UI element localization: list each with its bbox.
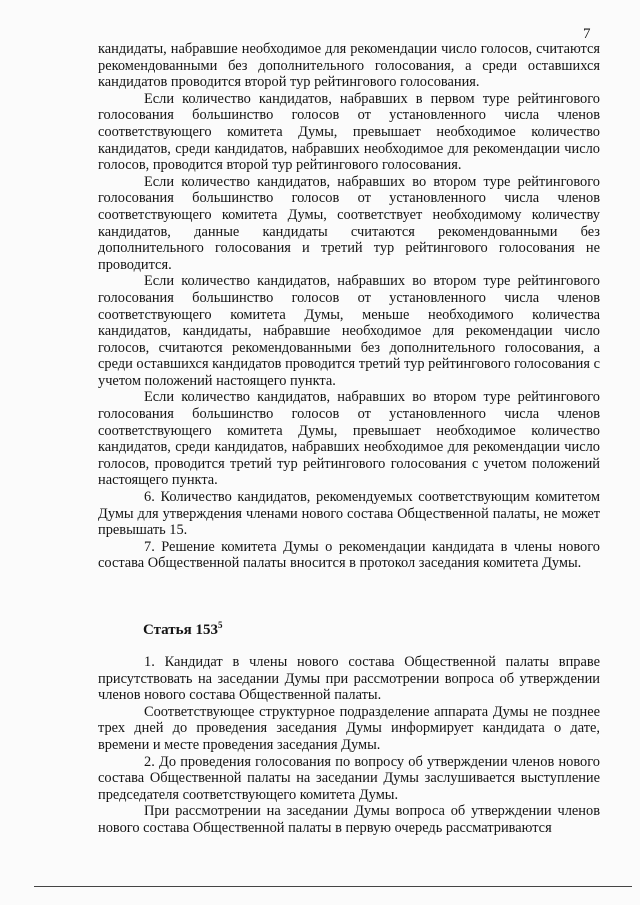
paragraph: кандидаты, набравшие необходимое для рекомендации число голосов, считаются рекомендованными без дополнительного голосования, а среди оставшихся кандидатов проводится второй тур рейтингового голосования. bbox=[98, 41, 600, 91]
paragraph: Если количество кандидатов, набравших в первом туре рейтингового голосования большинство голосов от установленного числа членов соответствующего комитета Думы, превышает необходимое количество кандидатов, среди кандидатов, набравших необходимое для рекомендации число голосов, проводится второй тур рейтингового голосования. bbox=[98, 90, 600, 174]
footer-rule bbox=[34, 886, 632, 887]
paragraph: 7. Решение комитета Думы о рекомендации кандидата в члены нового состава Общественной палаты вносится в протокол заседания комитета Думы. bbox=[98, 538, 600, 572]
paragraph: 6. Количество кандидатов, рекомендуемых соответствующим комитетом Думы для утверждения членами нового состава Общественной палаты, не может превышать 15. bbox=[98, 489, 600, 539]
paragraph: Соответствующее структурное подразделение аппарата Думы не позднее трех дней до проведения заседания Думы информирует кандидата о дате, времени и месте проведения заседания Думы. bbox=[98, 703, 600, 753]
body-text-top bbox=[98, 41, 600, 572]
paragraph: 1. Кандидат в члены нового состава Общественной палаты вправе присутствовать на заседании Думы при рассмотрении вопроса об утверждении членов нового состава Общественной палаты. bbox=[98, 654, 600, 704]
article-heading-text: Статья 153 bbox=[143, 622, 218, 638]
paragraph: 2. До проведения голосования по вопросу об утверждении членов нового состава Общественной палаты на заседании Думы заслушивается выступление председателя соответствующего комитета Думы. bbox=[98, 753, 600, 803]
paragraph: При рассмотрении на заседании Думы вопроса об утверждении членов нового состава Общественной палаты в первую очередь рассматриваются bbox=[98, 803, 600, 836]
paragraph: Если количество кандидатов, набравших во втором туре рейтингового голосования большинство голосов от установленного числа членов соответствующего комитета Думы, превышает необходимое количество кандидатов, среди кандидатов, набравших необходимое для рекомендации число голосов, проводится третий тур рейтингового голосования с учетом положений настоящего пункта. bbox=[98, 389, 600, 489]
paragraph: Если количество кандидатов, набравших во втором туре рейтингового голосования большинство голосов от установленного числа членов соответствующего комитета Думы, меньше необходимого количества кандидатов, кандидаты, набравшие необходимое для рекомендации число голосов, считаются рекомендованными без дополнительного голосования, а среди оставшихся кандидатов проводится третий тур рейтингового голосования с учетом положений настоящего пункта. bbox=[98, 273, 600, 389]
article-heading-superscript: 5 bbox=[217, 620, 223, 630]
article-heading bbox=[143, 620, 222, 639]
paragraph: Если количество кандидатов, набравших во втором туре рейтингового голосования большинство голосов от установленного числа членов соответствующего комитета Думы, соответствует необходимому количеству кандидатов, данные кандидаты считаются рекомендованными без дополнительного голосования и третий тур рейтингового голосования не проводится. bbox=[98, 173, 600, 273]
body-text-bottom bbox=[98, 654, 600, 837]
page-number: 7 bbox=[583, 26, 591, 42]
